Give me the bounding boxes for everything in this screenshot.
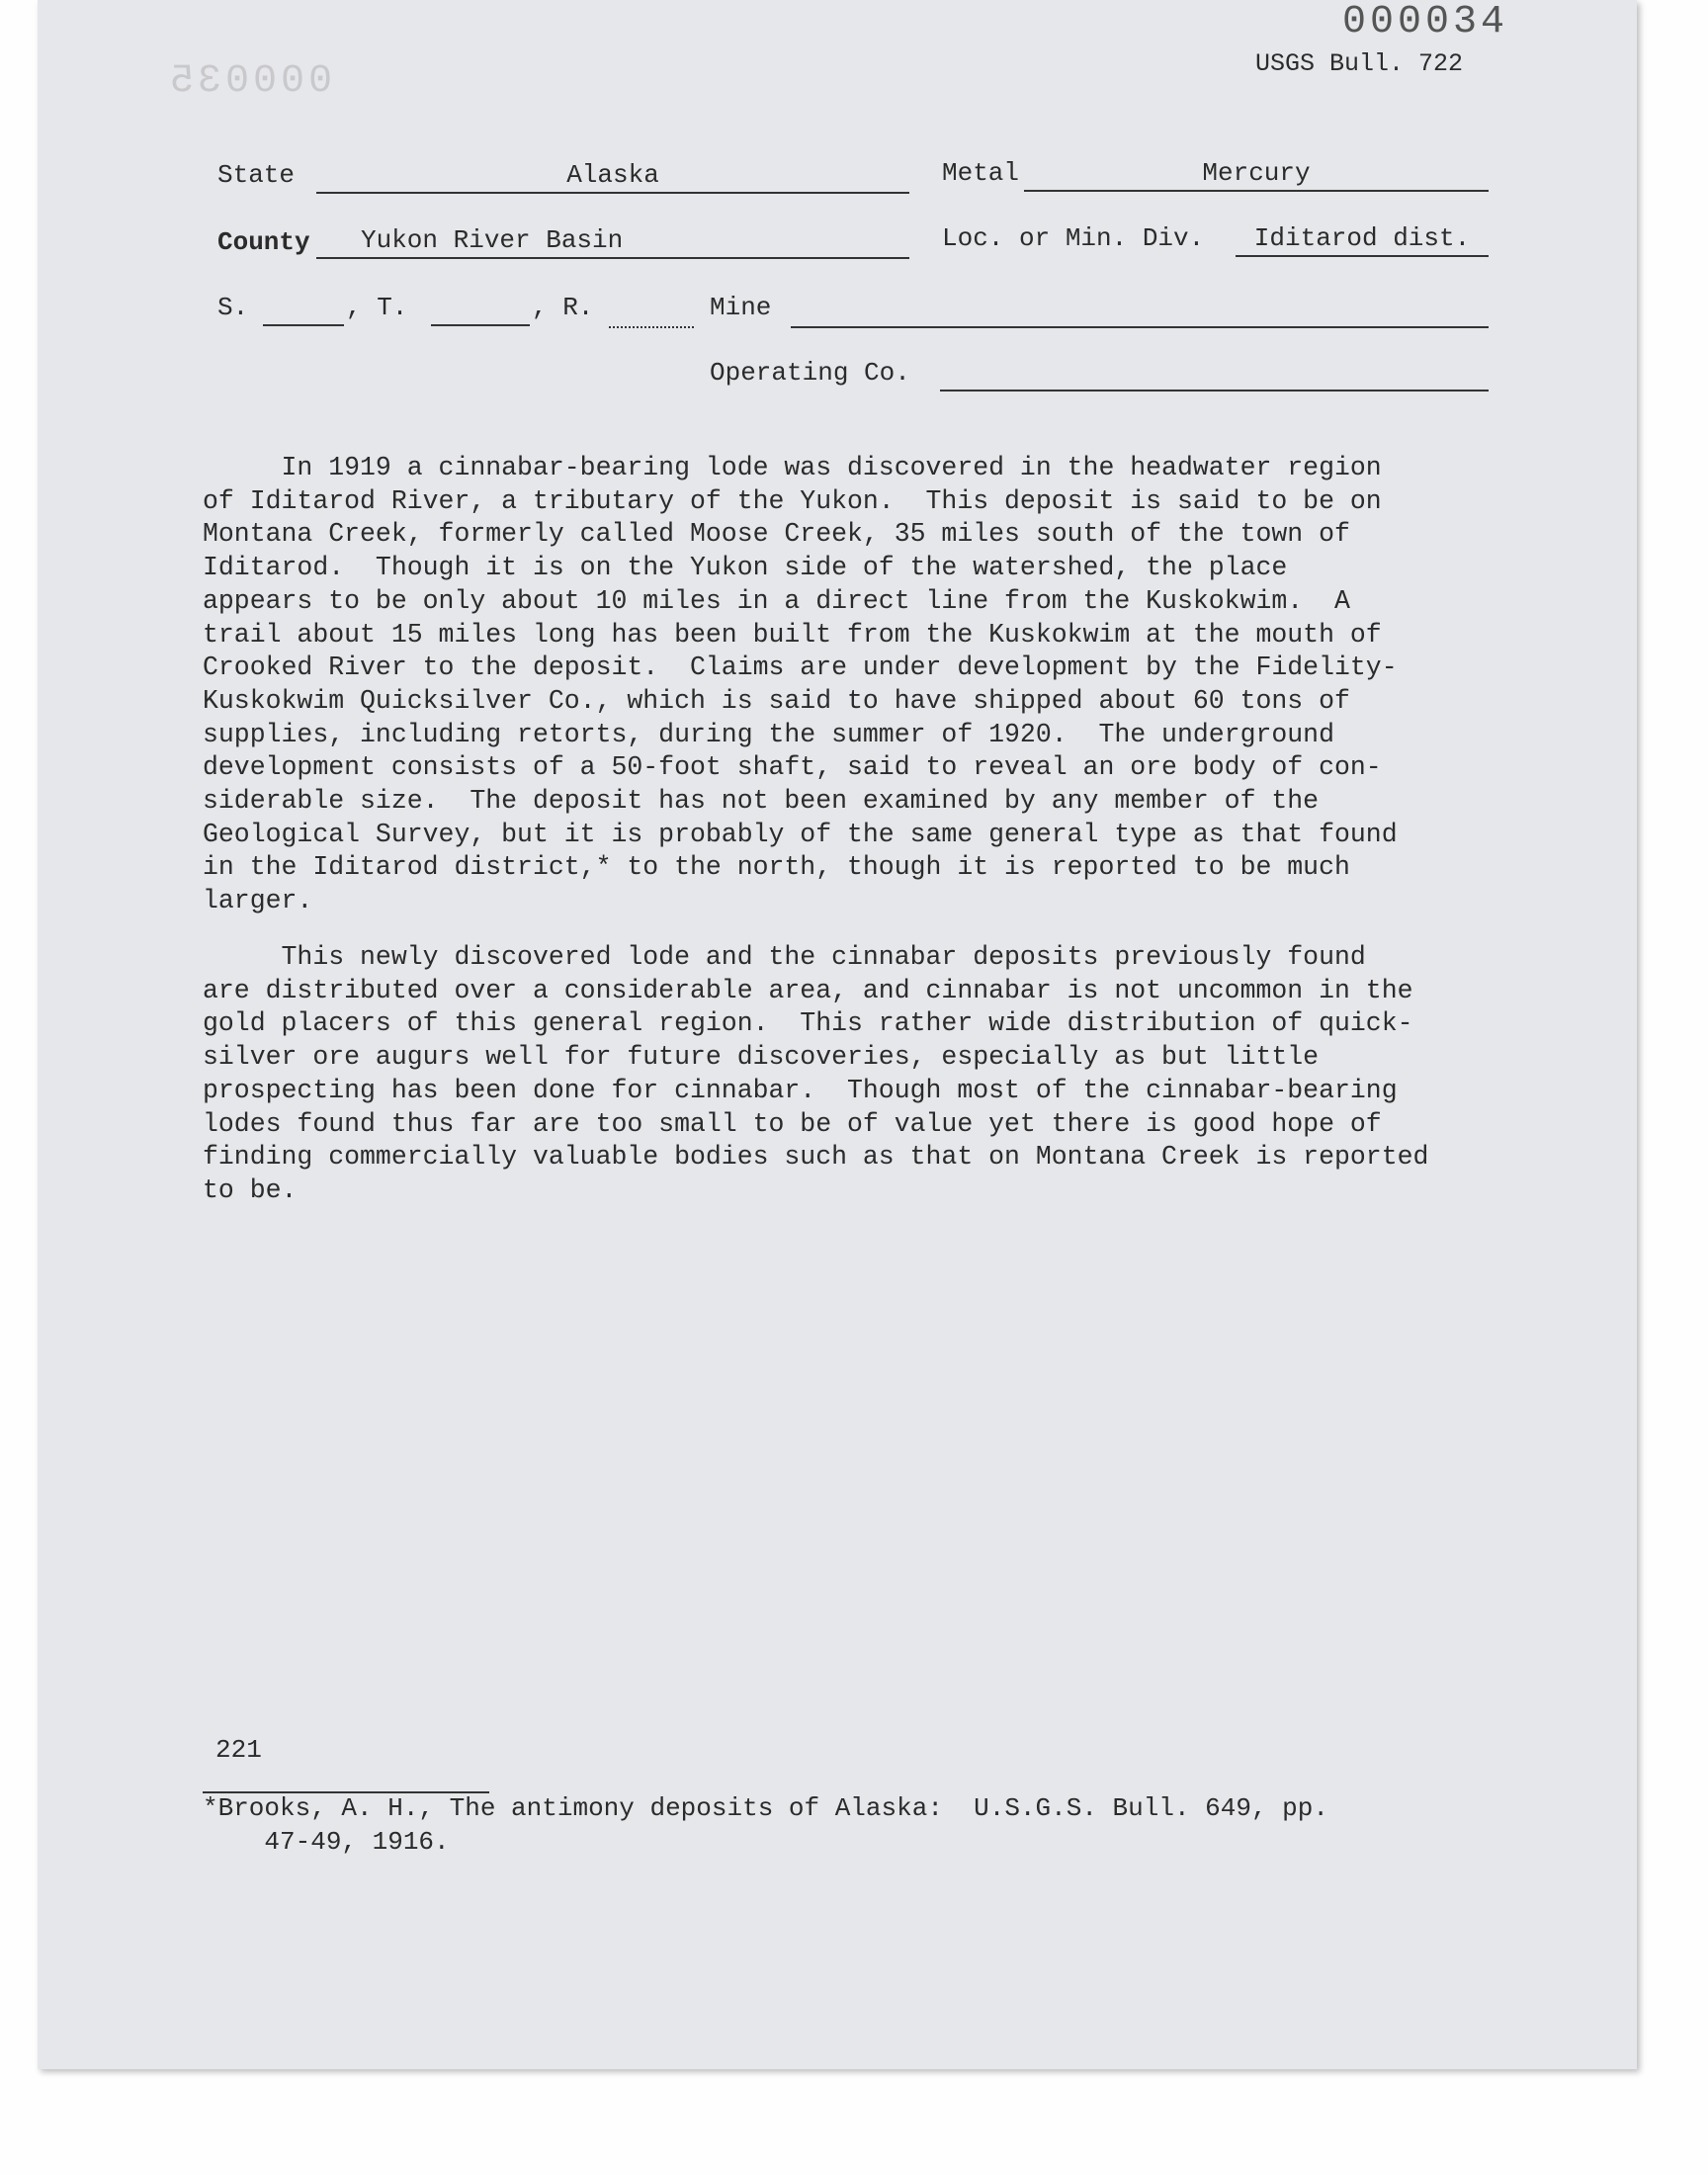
- state-label: State: [217, 160, 296, 190]
- county-value: Yukon River Basin: [316, 223, 909, 259]
- county-label: County: [217, 227, 310, 257]
- metal-label: Metal: [942, 158, 1020, 188]
- range-blank: [609, 299, 694, 328]
- state-value: Alaska: [316, 158, 909, 194]
- operating-company-label: Operating Co.: [710, 358, 910, 388]
- page-number: 221: [215, 1735, 262, 1765]
- paragraph-2: This newly discovered lode and the cinnabar deposits previously found are distributed over a considerable area, and cinnabar is not uncommon in the gold placers of this general region. This rather wide distribution of quick- silver ore augurs well for future discoveries, especially as but little prospecting has been done for cinnabar. Though most of the cinnabar-bearing lodes found thus far are too small to be of value yet there is good hope of finding commercially valuable bodies such as that on Montana Creek is reported to be.: [203, 942, 1429, 1205]
- section-blank: [263, 297, 344, 326]
- footnote: *Brooks, A. H., The antimony deposits of Alaska: U.S.G.S. Bull. 649, pp. 47-49, 1916.: [203, 1793, 1328, 1857]
- document-page: [38, 0, 1637, 2069]
- mine-blank: [791, 299, 1489, 328]
- township-label: , T.: [346, 293, 408, 322]
- stamp-number: 000034: [1342, 0, 1509, 44]
- location-label: Loc. or Min. Div.: [942, 223, 1205, 253]
- metal-value: Mercury: [1024, 156, 1489, 192]
- bulletin-reference: USGS Bull. 722: [1255, 49, 1464, 78]
- paragraph-1: In 1919 a cinnabar-bearing lode was discovered in the headwater region of Iditarod River, a tributary of the Yukon. This deposit is said to be on Montana Creek, formerly called Moose Creek, 35 miles south of the town of Iditarod. Though it is on the Yukon side of the watershed, the place appears to be only about 10 miles in a direct line from the Kuskokwim. A trail about 15 miles long has been built from the Kuskokwim at the mouth of Crooked River to the deposit. Claims are under development by the Fidelity- Kuskokwim Quicksilver Co., which is said to have shipped about 60 tons of supplies, including retorts, during the summer of 1920. The underground development consists of a 50-foot shaft, said to reveal an ore body of con- siderable size. The deposit has not been examined by any member of the Geological Survey, but it is probably of the same general type as that found in the Iditarod district,* to the north, though it is reported to be much larger.: [203, 453, 1398, 916]
- section-label: S.: [217, 293, 249, 322]
- operating-company-blank: [940, 362, 1489, 392]
- township-blank: [431, 297, 530, 326]
- location-value: Iditarod dist.: [1236, 221, 1489, 257]
- mine-label: Mine: [710, 293, 772, 322]
- range-label: , R.: [532, 293, 594, 322]
- mirrored-stamp-number: 000035: [166, 59, 333, 104]
